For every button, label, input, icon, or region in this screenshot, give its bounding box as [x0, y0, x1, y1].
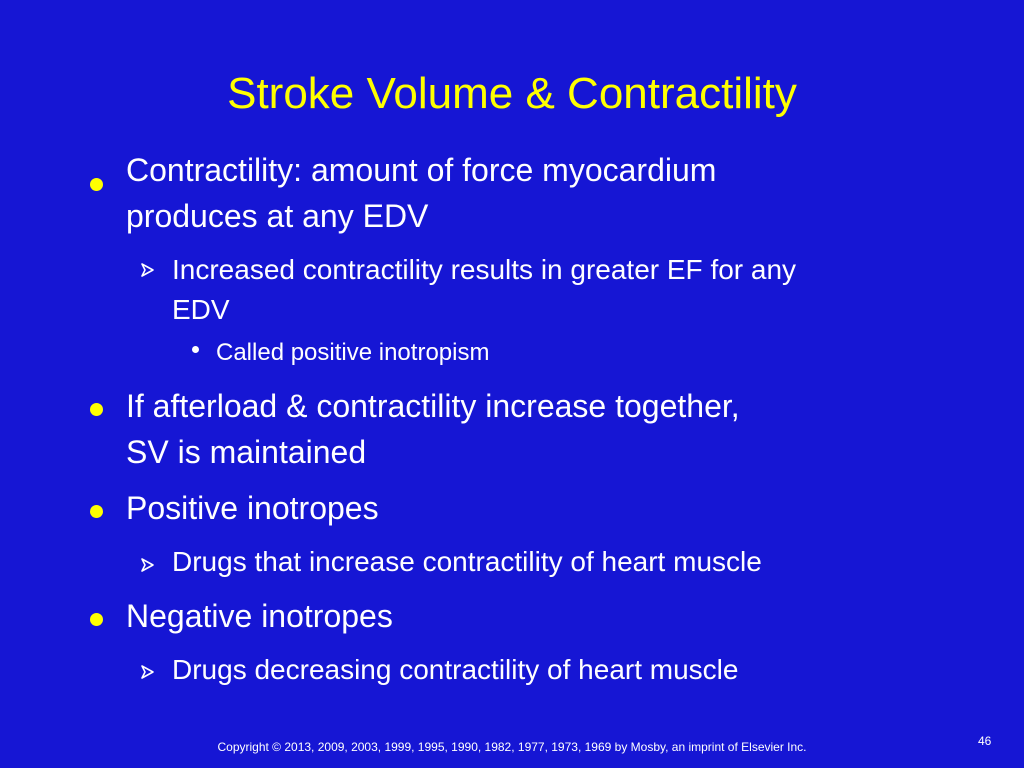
- page-number: 46: [978, 734, 992, 748]
- subbullet-text-ef: Increased contractility results in greater EF for any: [172, 254, 797, 285]
- bullet-text-afterload-cont: SV is maintained: [126, 434, 367, 470]
- bullet-dot-icon: [90, 178, 103, 191]
- slide-title: Stroke Volume & Contractility: [227, 69, 797, 118]
- arrowhead-icon: [139, 663, 157, 681]
- arrowhead-icon: [139, 261, 157, 279]
- copyright-footer: Copyright © 2013, 2009, 2003, 1999, 1995, 1990, 1982, 1977, 1973, 1969 by Mosby, an imprint of Elsevier Inc.: [217, 740, 807, 754]
- subbullet-text-positive-def: Drugs that increase contractility of heart muscle: [172, 546, 762, 577]
- small-dot-icon: [192, 346, 199, 353]
- bullet-text-afterload: If afterload & contractility increase together,: [126, 388, 740, 424]
- bullet-text-contractility-cont: produces at any EDV: [126, 198, 429, 234]
- bullet-dot-icon: [90, 505, 103, 518]
- bullet-dot-icon: [90, 403, 103, 416]
- subbullet-text-negative-def: Drugs decreasing contractility of heart muscle: [172, 654, 739, 685]
- bullet-text-contractility: Contractility: amount of force myocardium: [126, 152, 717, 188]
- arrowhead-icon: [139, 556, 157, 574]
- subbullet-text-ef-cont: EDV: [172, 294, 230, 325]
- bullet-text-negative-inotropes: Negative inotropes: [126, 598, 393, 634]
- bullet-dot-icon: [90, 613, 103, 626]
- bullet-text-positive-inotropes: Positive inotropes: [126, 490, 379, 526]
- subsubbullet-text-inotropism: Called positive inotropism: [216, 339, 490, 366]
